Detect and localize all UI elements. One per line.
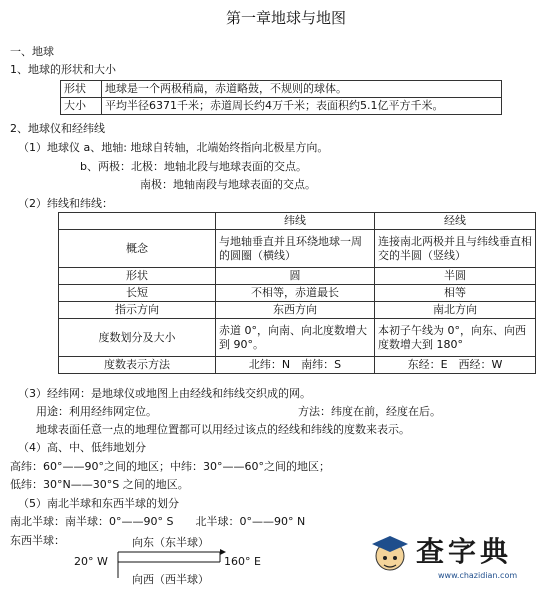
west-direction-label: 向西（西半球） xyxy=(132,573,209,586)
header-latitude: 纬线 xyxy=(216,213,375,230)
longitude-degrees: 本初子午线为 0°，向东、向西度数增大到 180° xyxy=(375,319,536,357)
hemisphere-heading: （5）南北半球和东西半球的划分 xyxy=(18,497,179,510)
latzone-heading: （4）高、中、低纬地划分 xyxy=(18,441,146,454)
chazidian-logo xyxy=(368,528,536,590)
logo-url: www.chazidian.com xyxy=(438,571,518,580)
method-line: 方法：纬度在前，经度在后。 xyxy=(298,405,441,418)
row-label-degrees: 度数划分及大小 xyxy=(59,319,216,357)
use-line: 用途：利用经纬网定位。 xyxy=(36,405,157,418)
latitude-concept: 与地轴垂直并且环绕地球一周的圆圈（横线） xyxy=(216,230,375,268)
row-label-length: 长短 xyxy=(59,285,216,302)
latitude-direction: 东西方向 xyxy=(216,302,375,319)
logo-text: 查字典 xyxy=(416,535,513,568)
longitude-shape: 半圆 xyxy=(375,268,536,285)
shape-label: 形状 xyxy=(61,81,102,98)
row-label-direction: 指示方向 xyxy=(59,302,216,319)
latitude-degrees: 赤道 0°，向南、向北度数增大到 90°。 xyxy=(216,319,375,357)
table-header-empty xyxy=(59,213,216,230)
lines-heading: （2）纬线和纬线： xyxy=(18,197,113,210)
north-pole-line: b、两极：北极：地轴北段与地球表面的交点。 xyxy=(80,160,307,173)
graticule-line: （3）经纬网：是地球仪或地图上由经线和纬线交织成的网。 xyxy=(18,387,311,400)
section-globe-lines: 2、地球仪和经纬线 xyxy=(10,122,105,135)
latitude-length: 不相等，赤道最长 xyxy=(216,285,375,302)
section-earth: 一、地球 xyxy=(10,45,54,58)
latitude-notation: 北纬：N 南纬：S xyxy=(216,357,375,374)
south-pole-line: 南极：地轴南段与地球表面的交点。 xyxy=(140,178,316,191)
east-160-label: 160° E xyxy=(224,555,261,568)
latitude-shape: 圆 xyxy=(216,268,375,285)
row-label-notation: 度数表示方法 xyxy=(59,357,216,374)
shape-value: 地球是一个两极稍扁，赤道略鼓，不规则的球体。 xyxy=(102,81,502,98)
latitude-longitude-table xyxy=(58,212,536,374)
longitude-direction: 南北方向 xyxy=(375,302,536,319)
earth-axis-line: （1）地球仪 a、地轴: 地球自转轴，北端始终指向北极星方向。 xyxy=(18,141,329,154)
row-label-shape: 形状 xyxy=(59,268,216,285)
longitude-length: 相等 xyxy=(375,285,536,302)
scholar-mascot-icon xyxy=(368,532,412,582)
section-shape-size: 1、地球的形状和大小 xyxy=(10,63,116,76)
size-value: 平均半径6371千米；赤道周长约4万千米；表面积约5.1亿平方千米。 xyxy=(102,98,502,115)
east-direction-label: 向东（东半球） xyxy=(132,536,209,549)
size-label: 大小 xyxy=(61,98,102,115)
latzone-line-2: 低纬：30°N——30°S 之间的地区。 xyxy=(10,478,189,491)
page-title: 第一章地球与地图 xyxy=(226,9,347,27)
shape-size-table xyxy=(60,80,502,115)
surface-line: 地球表面任意一点的地理位置都可以用经过该点的经线和纬线的度数来表示。 xyxy=(36,423,410,436)
header-longitude: 经线 xyxy=(375,213,536,230)
longitude-notation: 东经：E 西经：W xyxy=(375,357,536,374)
west-20-label: 20° W xyxy=(74,555,108,568)
latzone-line-1: 高纬：60°——90°之间的地区；中纬：30°——60°之间的地区； xyxy=(10,460,330,473)
hemisphere-ew-label: 东西半球： xyxy=(10,534,65,547)
hemisphere-ns: 南北半球：南半球：0°——90° S 北半球：0°——90° N xyxy=(10,515,306,528)
row-label-concept: 概念 xyxy=(59,230,216,268)
longitude-concept: 连接南北两极并且与纬线垂直相交的半圆（竖线） xyxy=(375,230,536,268)
